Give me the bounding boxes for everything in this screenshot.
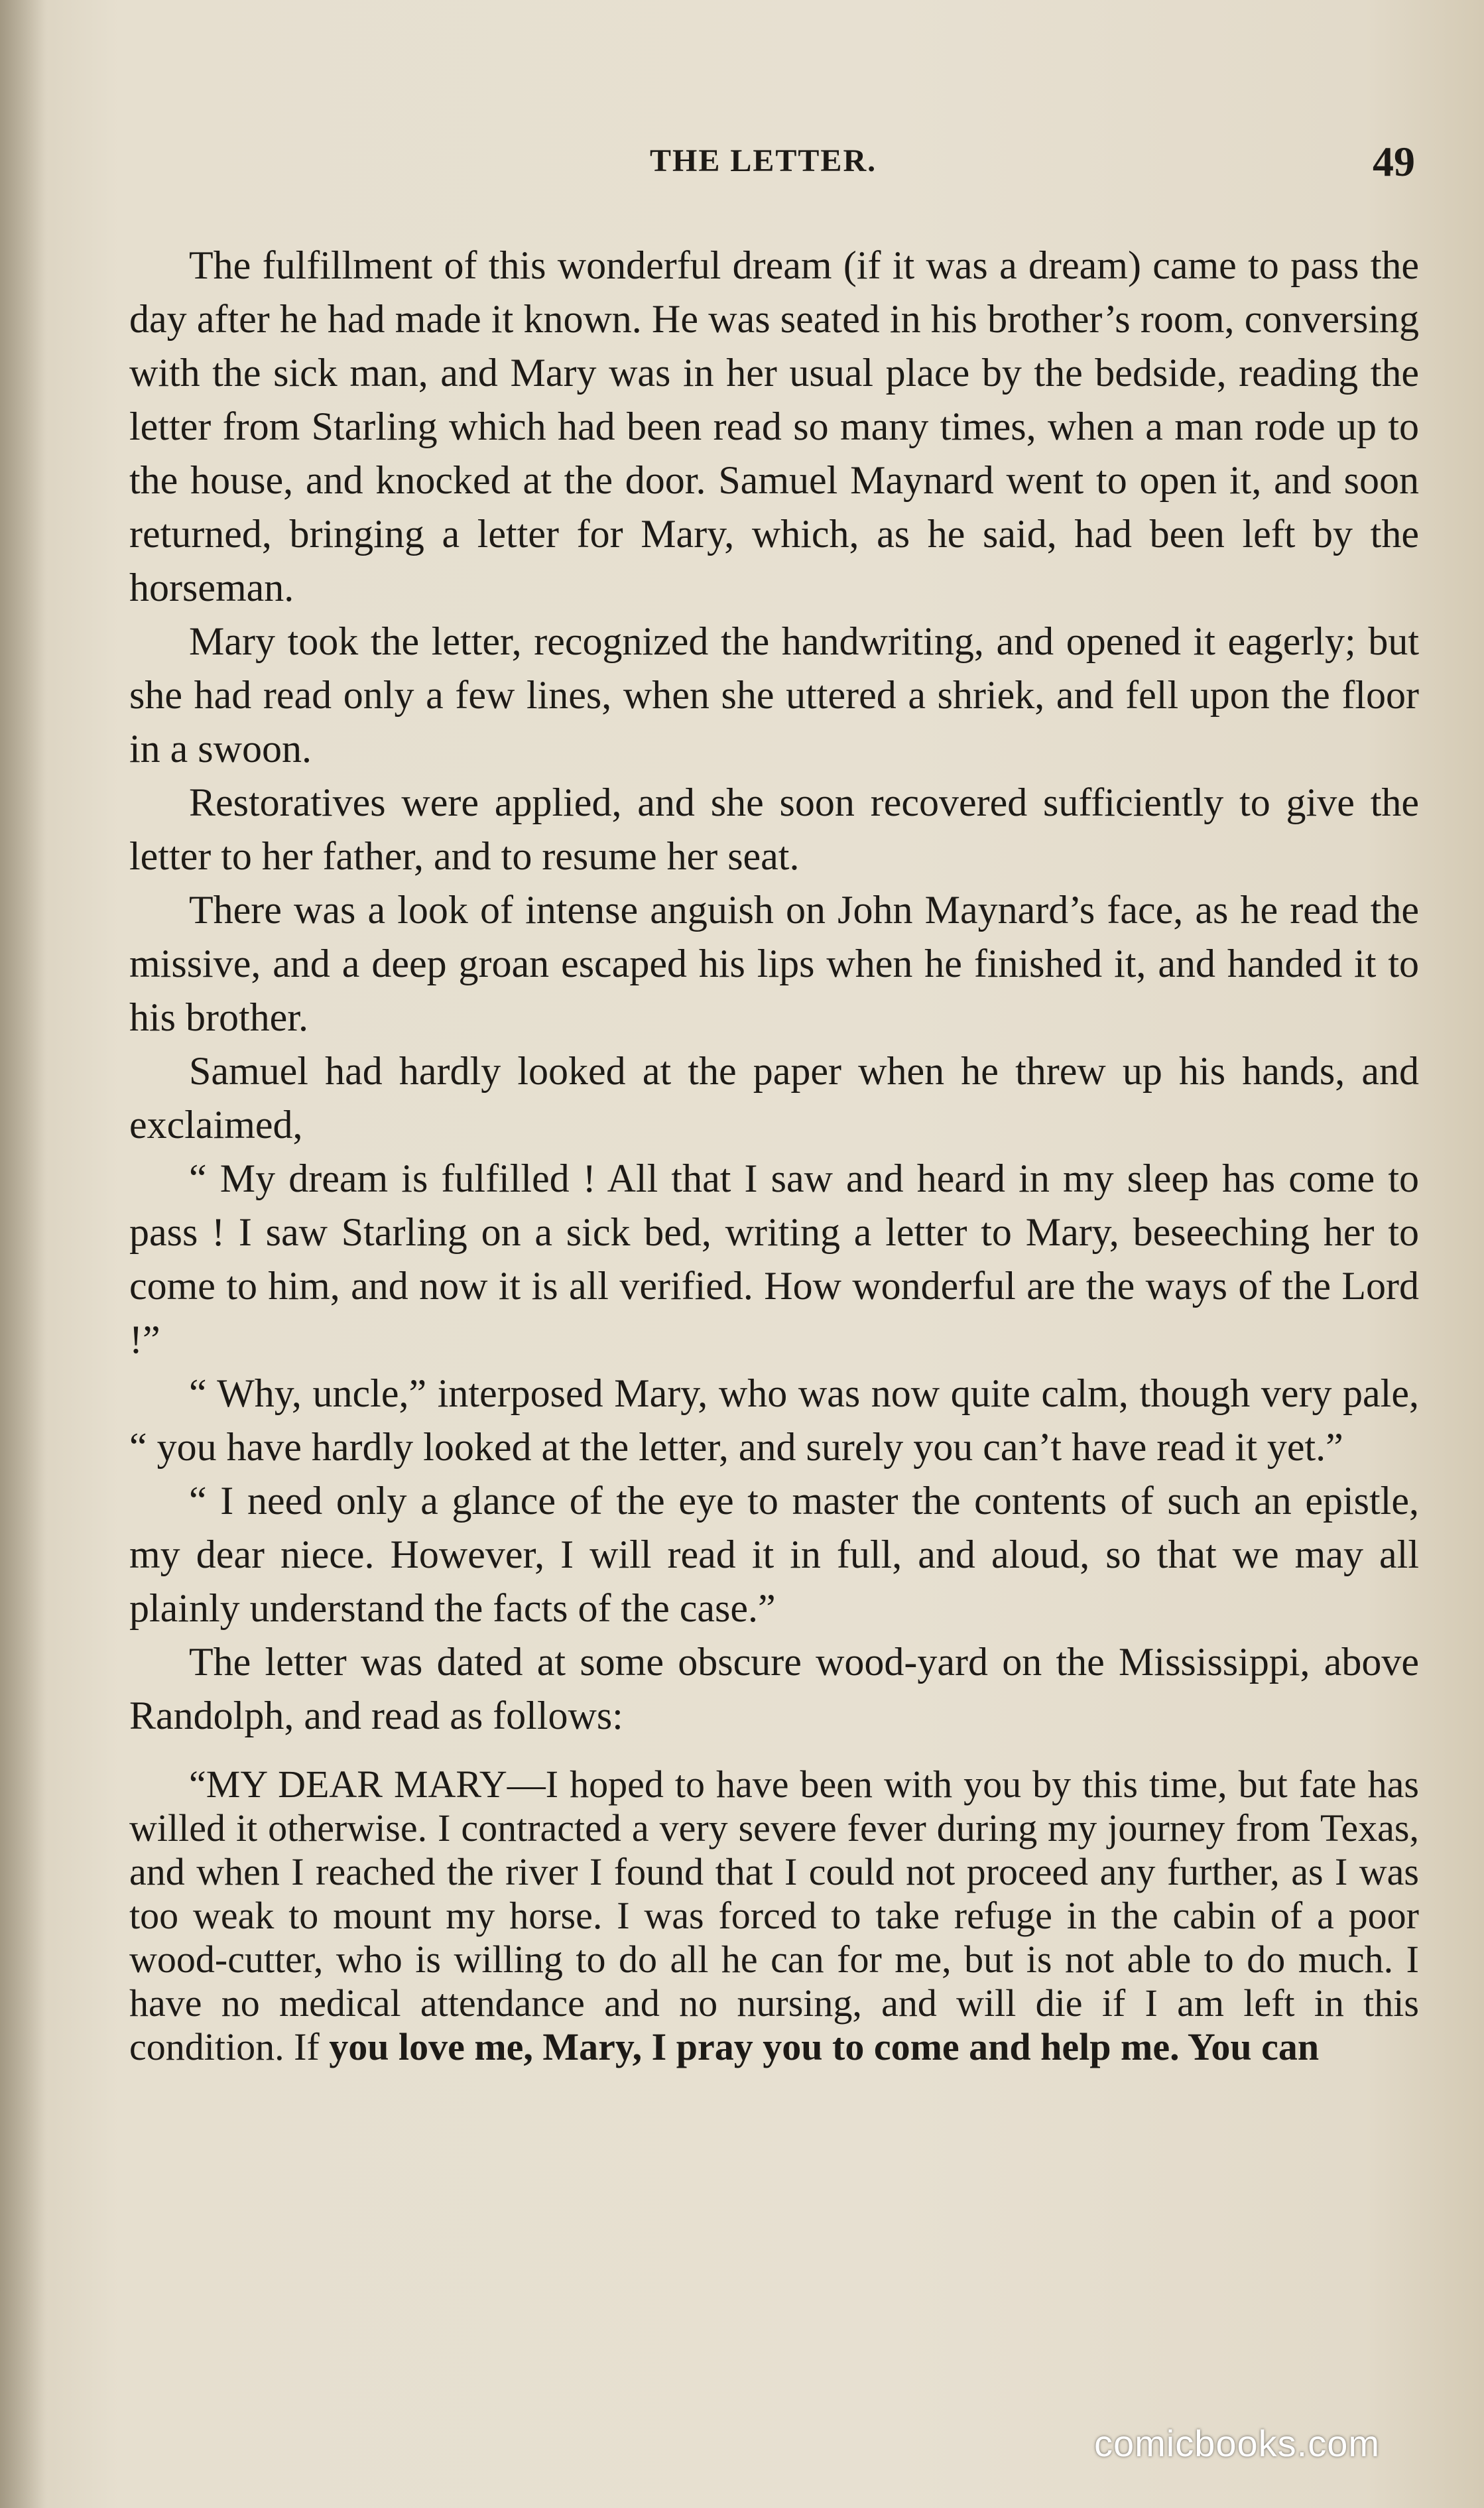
body-text xyxy=(129,239,1419,2069)
paragraph: “ I need only a glance of the eye to master the contents of such an epistle, my dear niece. However, I will read it in full, and aloud, so that we may all plainly understand the facts of the case.” xyxy=(129,1479,1419,1630)
quoted-letter xyxy=(129,1763,1419,2069)
paragraph: “ Why, uncle,” interposed Mary, who was now quite calm, though very pale, “ you have hardly looked at the letter, and surely you can’t have read it yet.” xyxy=(129,1371,1419,1469)
letter-salutation: “MY DEAR MARY xyxy=(189,1763,507,1806)
paragraph: The letter was dated at some obscure wood-yard on the Mississippi, above Randolph, and read as follows: xyxy=(129,1640,1419,1737)
paragraph: There was a look of intense anguish on John Maynard’s face, as he read the missive, and a deep groan escaped his lips when he finished it, and handed it to his brother. xyxy=(129,888,1419,1039)
spine-shadow xyxy=(0,0,46,2508)
paragraph: Restoratives were applied, and she soon recovered sufficiently to give the letter to her father, and to resume her seat. xyxy=(129,781,1419,878)
running-head xyxy=(0,138,1484,189)
paragraph: Mary took the letter, recognized the handwriting, and opened it eagerly; but she had read only a few lines, when she uttered a shriek, and fell upon the floor in a swoon. xyxy=(129,619,1419,771)
page-number: 49 xyxy=(1373,138,1415,185)
chapter-title: THE LETTER. xyxy=(650,143,877,178)
letter-bold-tail: you love me, Mary, I pray you to come and help me. You can xyxy=(329,2025,1320,2068)
paragraph: The fulfillment of this wonderful dream (if it was a dream) came to pass the day after he had made it known. He was seated in his brother’s room, conversing with the sick man, and Mary was in her usual place by the bedside, reading the letter from Starling which had been read so many times, when a man rode up to the house, and knocked at the door. Samuel Maynard went to open it, and soon returned, bringing a letter for Mary, which, as he said, had been left by the horseman. xyxy=(129,243,1419,609)
watermark: comicbooks.com xyxy=(1094,2422,1381,2464)
paragraph: Samuel had hardly looked at the paper when he threw up his hands, and exclaimed, xyxy=(129,1049,1419,1147)
paragraph: “ My dream is fulfilled ! All that I saw and heard in my sleep has come to pass ! I saw Starling on a sick bed, writing a letter to Mary, beseeching her to come to him, and now it is all verified. How wonderful are the ways of the Lord !” xyxy=(129,1157,1419,1361)
letter-body: —I hoped to have been with you by this time, but fate has willed it otherwise. I contracted a very severe fever during my journey from Texas, and when I reached the river I found that I could not proceed any further, as I was too weak to mount my horse. I was forced to take refuge in the cabin of a poor wood-cutter, who is willing to do all he can for me, but is not able to do much. I have no medical attendance and no nursing, and will die if I am left in this condition. If xyxy=(129,1763,1419,2068)
